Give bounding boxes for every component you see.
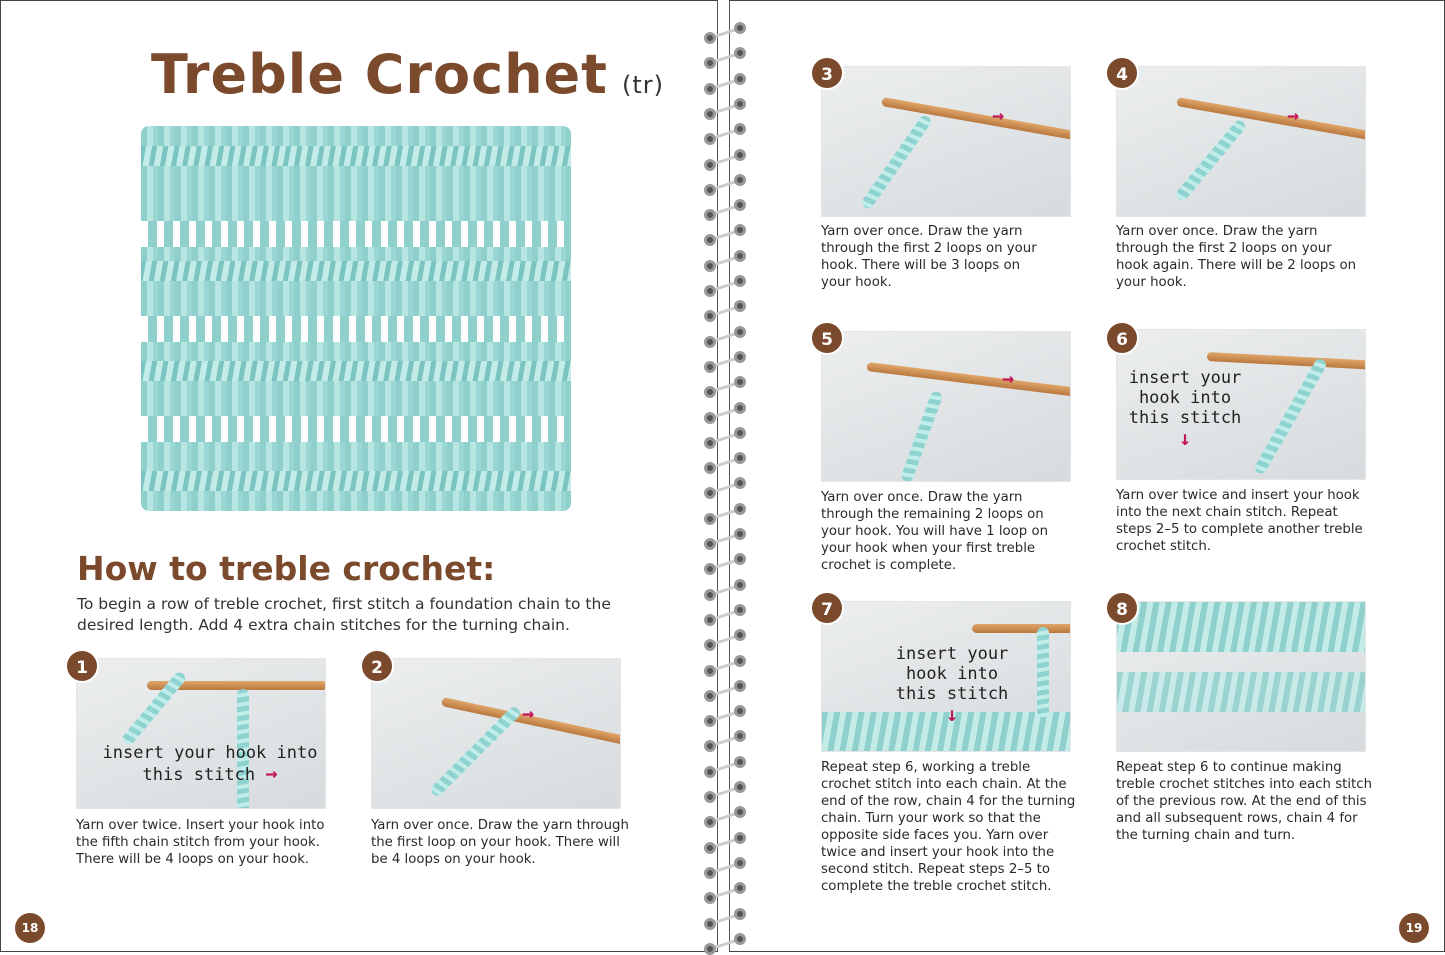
spiral-ring	[704, 559, 748, 575]
arrow-down-icon: ↓	[945, 702, 959, 726]
spiral-ring	[704, 509, 748, 525]
step-caption: Yarn over once. Draw the yarn through the first 2 loops on your hook. There will be 3 loops on your hook.	[821, 224, 1037, 290]
spiral-ring	[704, 306, 748, 322]
spiral-ring	[704, 458, 748, 474]
step-7-photo	[821, 601, 1071, 752]
spiral-ring	[704, 711, 748, 727]
spiral-ring	[704, 281, 748, 297]
spiral-ring	[704, 256, 748, 272]
step-badge: 6	[1105, 321, 1139, 355]
step-badge: 5	[810, 321, 844, 355]
spiral-ring	[704, 155, 748, 171]
spiral-ring	[704, 863, 748, 879]
step-badge: 1	[65, 649, 99, 683]
spiral-ring	[704, 888, 748, 904]
spiral-ring	[704, 180, 748, 196]
spiral-ring	[704, 53, 748, 69]
spiral-ring	[704, 610, 748, 626]
spiral-ring	[704, 939, 748, 955]
arrow-icon: →	[522, 701, 535, 725]
step-caption: Repeat step 6 to continue making treble crochet stitches into each stitch of the previous row. At the end of this and all subsequent rows, chain 4 for the turning chain and turn.	[1116, 760, 1372, 843]
step-caption: Yarn over twice and insert your hook into the next chain stitch. Repeat steps 2–5 to complete another treble crochet stitch.	[1116, 488, 1363, 554]
spiral-ring	[704, 762, 748, 778]
page-number: 19	[1399, 913, 1429, 943]
instruction-note: insert your hook into this stitch ↓	[1128, 368, 1242, 450]
step-badge: 7	[810, 591, 844, 625]
step-6-photo	[1116, 329, 1366, 480]
step-badge: 2	[360, 649, 394, 683]
step-3-photo	[821, 66, 1071, 217]
spiral-ring	[704, 585, 748, 601]
spiral-ring	[704, 736, 748, 752]
step-caption: Repeat step 6, working a treble crochet stitch into each chain. At the end of the row, chain 4 for the turning chain. Turn your work so that the opposite side faces you. Yarn over twice and insert your hook into the second stitch. Repeat steps 2–5 to complete the treble crochet stitch.	[821, 760, 1076, 894]
spiral-ring	[704, 812, 748, 828]
instruction-note: insert your hook into this stitch →	[102, 743, 318, 785]
step-5-photo	[821, 331, 1071, 482]
step-caption: Yarn over twice. Insert your hook into the fifth chain stitch from your hook. There will be 4 loops on your hook.	[76, 818, 325, 867]
arrow-icon: →	[265, 761, 278, 785]
spiral-ring	[704, 129, 748, 145]
section-heading: How to treble crochet:	[77, 549, 496, 588]
instruction-note: insert your hook into this stitch ↓	[895, 644, 1009, 726]
step-caption: Yarn over once. Draw the yarn through the remaining 2 loops on your hook. You will have 1 loop on your hook when your first treble crochet is complete.	[821, 490, 1049, 573]
step-caption: Yarn over once. Draw the yarn through the first loop on your hook. There will be 4 loops on your hook.	[371, 818, 629, 867]
spiral-ring	[704, 838, 748, 854]
right-page	[729, 0, 1445, 952]
abbreviation: (tr)	[622, 71, 665, 99]
spiral-ring	[704, 433, 748, 449]
spiral-ring	[704, 635, 748, 651]
spiral-ring	[704, 28, 748, 44]
swatch-photo	[141, 126, 571, 511]
spiral-ring	[704, 483, 748, 499]
step-1-photo	[76, 658, 326, 809]
step-badge: 8	[1105, 591, 1139, 625]
arrow-icon: →	[1002, 366, 1015, 390]
spiral-ring	[704, 382, 748, 398]
spiral-ring	[704, 914, 748, 930]
spiral-ring	[704, 230, 748, 246]
spiral-ring	[704, 79, 748, 95]
spiral-ring	[704, 357, 748, 373]
spiral-ring	[704, 787, 748, 803]
spiral-ring	[704, 332, 748, 348]
spiral-ring	[704, 408, 748, 424]
spiral-ring	[704, 661, 748, 677]
page-title: Treble Crochet (tr)	[151, 43, 665, 106]
arrow-down-icon: ↓	[1178, 426, 1192, 450]
spiral-ring	[704, 205, 748, 221]
step-8-photo	[1116, 601, 1366, 752]
step-2-photo	[371, 658, 621, 809]
arrow-icon: →	[992, 103, 1005, 127]
arrow-icon: →	[1287, 103, 1300, 127]
spiral-ring	[704, 686, 748, 702]
page-number: 18	[15, 913, 45, 943]
spiral-ring	[704, 534, 748, 550]
left-page	[0, 0, 718, 952]
step-caption: Yarn over once. Draw the yarn through the first 2 loops on your hook again. There will be 2 loops on your hook.	[1116, 224, 1357, 290]
step-badge: 3	[810, 56, 844, 90]
step-4-photo	[1116, 66, 1366, 217]
step-badge: 4	[1105, 56, 1139, 90]
spiral-ring	[704, 104, 748, 120]
intro-text: To begin a row of treble crochet, first stitch a foundation chain to the desired length. Add 4 extra chain stitches for the turning chain.	[77, 595, 611, 634]
